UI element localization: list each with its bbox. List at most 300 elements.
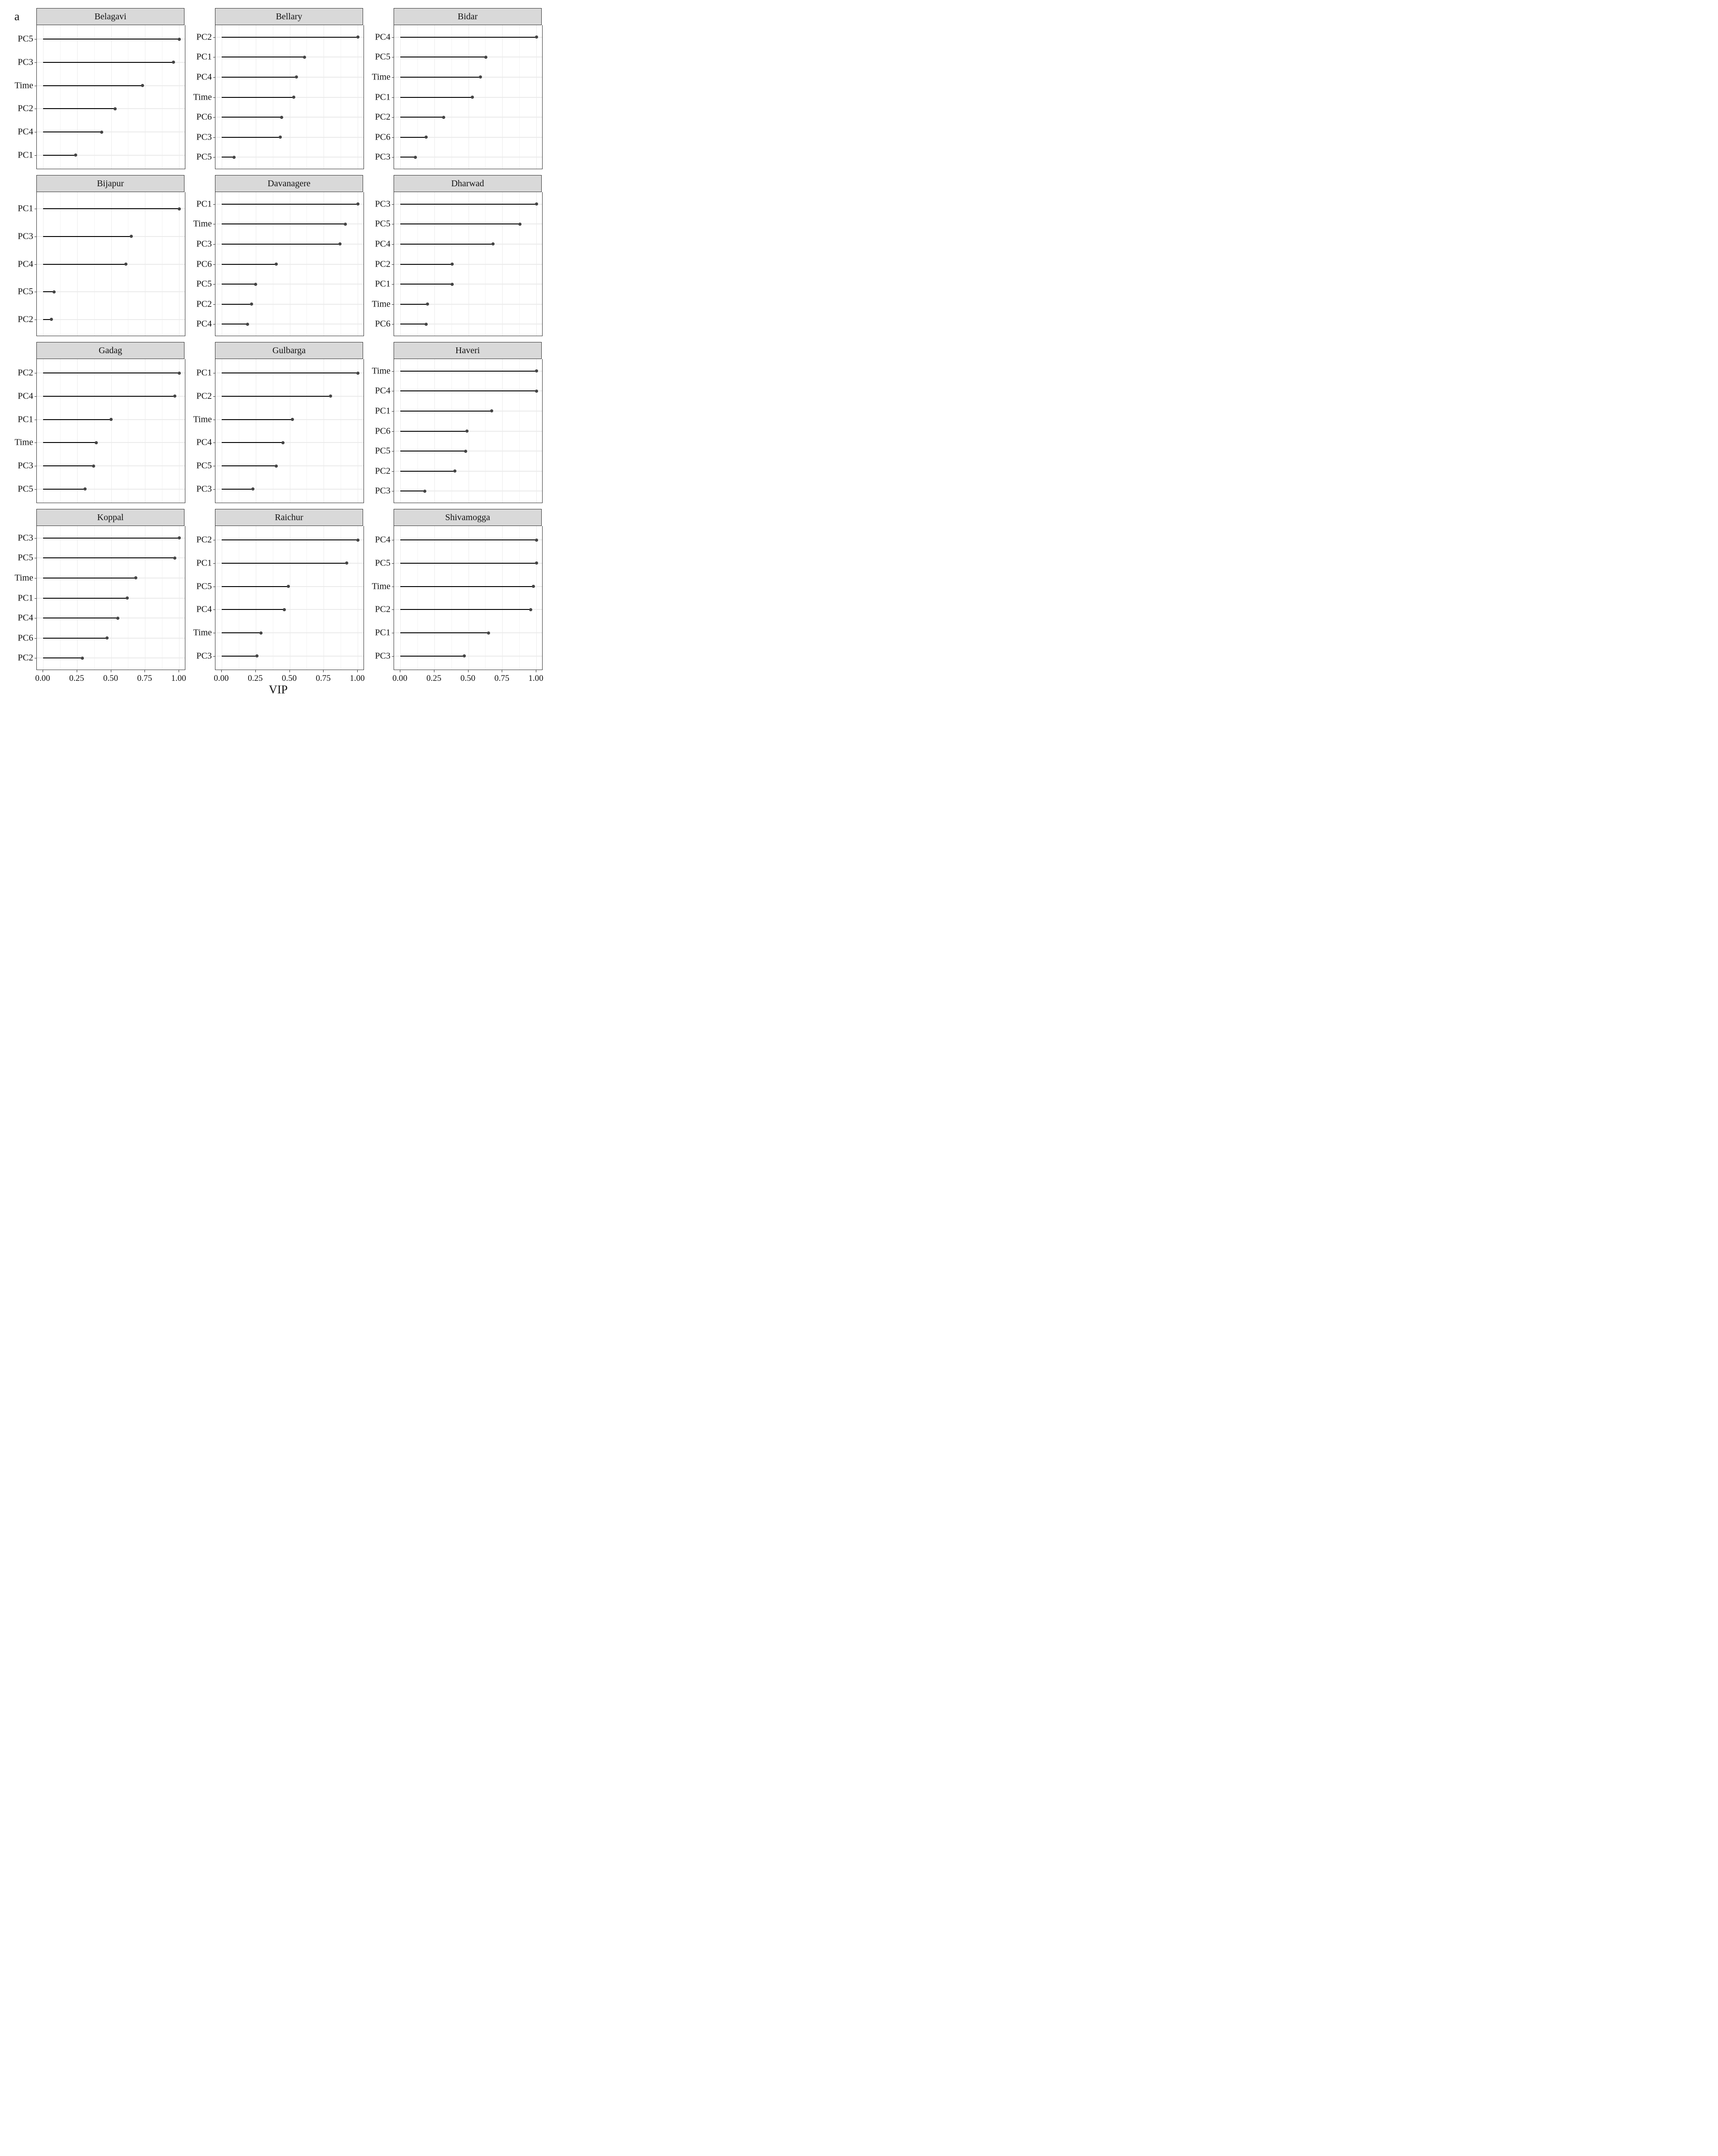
- lollipop-stem: [222, 97, 294, 98]
- lollipop-point: [110, 418, 113, 421]
- y-tick-label: Time: [193, 627, 212, 638]
- lollipop-stem: [222, 489, 253, 490]
- lollipop-stem: [43, 208, 179, 209]
- lollipop-stem: [400, 411, 491, 412]
- lollipop-point: [356, 372, 359, 375]
- lollipop-stem: [43, 264, 126, 265]
- y-tick-label: PC2: [18, 653, 33, 663]
- lollipop-stem: [400, 77, 481, 78]
- lollipop-stem: [43, 419, 111, 420]
- lollipop-point: [279, 136, 282, 139]
- y-tick-label: PC1: [18, 203, 33, 214]
- facet-strip-title: Gadag: [36, 342, 184, 359]
- y-tick: [392, 77, 394, 78]
- y-tick: [392, 204, 394, 205]
- lollipop-point: [425, 323, 428, 326]
- y-tick-label: PC5: [375, 52, 390, 62]
- lollipop-point: [491, 242, 495, 245]
- x-tick-label: 0.50: [103, 674, 118, 683]
- y-tick: [392, 264, 394, 265]
- y-tick-label: PC6: [375, 132, 390, 142]
- lollipop-point: [425, 136, 428, 139]
- lollipop-stem: [43, 155, 76, 156]
- y-tick-label: Time: [14, 80, 33, 91]
- panel-letter: a: [14, 10, 20, 23]
- lollipop-point: [329, 394, 332, 398]
- lollipop-point: [280, 116, 283, 119]
- lollipop-stem: [222, 632, 261, 633]
- gridline: [179, 359, 180, 503]
- lollipop-point: [134, 576, 137, 579]
- gridline: [60, 359, 61, 503]
- lollipop-stem: [400, 97, 473, 98]
- lollipop-point: [232, 156, 236, 159]
- y-tick: [392, 244, 394, 245]
- lollipop-stem: [222, 372, 358, 373]
- y-tick-label: PC4: [196, 604, 212, 614]
- lollipop-point: [535, 369, 538, 372]
- lollipop-stem: [43, 489, 85, 490]
- y-tick: [392, 284, 394, 285]
- y-tick-label: PC5: [375, 446, 390, 456]
- lollipop-point: [414, 156, 417, 159]
- y-tick-label: PC1: [375, 279, 390, 289]
- lollipop-stem: [400, 539, 536, 540]
- facet-strip-title: Bellary: [215, 8, 363, 25]
- lollipop-point: [532, 585, 535, 588]
- y-tick-label: PC3: [196, 239, 212, 249]
- lollipop-stem: [400, 157, 415, 158]
- y-tick-label: Time: [193, 414, 212, 425]
- gridline: [536, 526, 537, 670]
- y-tick-label: PC3: [375, 152, 390, 162]
- lollipop-stem: [400, 656, 464, 657]
- x-tick-label: 0.00: [35, 674, 50, 683]
- lollipop-point: [344, 223, 347, 226]
- facet-strip-title: Haveri: [394, 342, 542, 359]
- lollipop-stem: [222, 244, 340, 245]
- gridline: [502, 526, 503, 670]
- gridline: [37, 319, 185, 320]
- lollipop-point: [442, 116, 445, 119]
- y-tick: [213, 284, 215, 285]
- y-tick: [35, 264, 37, 265]
- y-tick: [392, 137, 394, 138]
- lollipop-stem: [400, 244, 493, 245]
- x-tick: [221, 670, 222, 672]
- lollipop-stem: [222, 304, 252, 305]
- facet-strip-title: Belagavi: [36, 8, 184, 25]
- x-tick-label: 0.50: [281, 674, 297, 683]
- x-tick-label: 0.75: [137, 674, 152, 683]
- lollipop-stem: [43, 372, 179, 373]
- y-tick: [392, 304, 394, 305]
- lollipop-point: [178, 207, 181, 210]
- lollipop-stem: [222, 465, 276, 466]
- lollipop-stem: [400, 284, 452, 285]
- y-tick-label: PC5: [196, 581, 212, 592]
- plot-area: [193, 359, 364, 503]
- y-tick: [213, 37, 215, 38]
- y-tick: [392, 117, 394, 118]
- lollipop-point: [172, 61, 175, 64]
- y-tick: [213, 204, 215, 205]
- y-tick-label: PC4: [375, 386, 390, 396]
- lollipop-point: [345, 561, 348, 565]
- lollipop-point: [255, 654, 259, 657]
- gridline: [111, 25, 112, 169]
- lollipop-stem: [222, 396, 330, 397]
- y-tick: [392, 371, 394, 372]
- lollipop-point: [464, 450, 467, 453]
- y-tick-label: PC3: [375, 199, 390, 209]
- y-tick-label: PC5: [196, 460, 212, 471]
- lollipop-stem: [400, 371, 536, 372]
- y-tick-label: PC1: [375, 627, 390, 638]
- lollipop-stem: [222, 586, 288, 587]
- lollipop-stem: [43, 598, 127, 599]
- plot-area: [372, 25, 543, 169]
- y-tick-label: PC4: [18, 259, 33, 269]
- lollipop-stem: [400, 204, 536, 205]
- lollipop-point: [83, 487, 87, 491]
- lollipop-point: [535, 390, 538, 393]
- y-tick-label: Time: [14, 437, 33, 447]
- lollipop-point: [463, 654, 466, 657]
- y-tick-label: PC5: [18, 34, 33, 44]
- lollipop-point: [254, 283, 257, 286]
- gridline: [215, 157, 364, 158]
- lollipop-stem: [43, 557, 175, 558]
- plot-area: [372, 359, 543, 503]
- y-tick-label: PC2: [375, 604, 390, 614]
- lollipop-point: [250, 302, 253, 306]
- y-tick-label: PC2: [196, 391, 212, 401]
- y-tick-label: PC3: [196, 484, 212, 494]
- y-tick: [392, 471, 394, 472]
- y-tick-label: Time: [372, 581, 390, 592]
- facet-strip-title: Dharwad: [394, 175, 542, 192]
- lollipop-stem: [43, 131, 101, 132]
- y-tick: [213, 609, 215, 610]
- y-tick-label: Time: [372, 299, 390, 309]
- lollipop-stem: [43, 465, 93, 466]
- y-tick-label: PC6: [18, 633, 33, 643]
- gridline: [94, 359, 95, 503]
- y-tick-label: PC2: [196, 299, 212, 309]
- y-tick-label: PC1: [196, 52, 212, 62]
- lollipop-point: [356, 35, 359, 39]
- y-tick: [213, 97, 215, 98]
- y-tick-label: PC4: [375, 32, 390, 42]
- lollipop-point: [178, 38, 181, 41]
- y-tick-label: Time: [193, 92, 212, 102]
- y-tick-label: PC5: [196, 279, 212, 289]
- lollipop-point: [275, 263, 278, 266]
- y-tick: [213, 304, 215, 305]
- lollipop-stem: [400, 586, 534, 587]
- y-tick: [392, 609, 394, 610]
- lollipop-point: [259, 631, 263, 635]
- lollipop-point: [453, 469, 456, 473]
- y-tick-label: PC2: [375, 112, 390, 122]
- y-tick-label: PC4: [196, 72, 212, 82]
- y-tick: [35, 155, 37, 156]
- lollipop-point: [535, 539, 538, 542]
- facet-strip-title: Koppal: [36, 509, 184, 526]
- gridline: [485, 526, 486, 670]
- lollipop-point: [529, 608, 532, 611]
- lollipop-stem: [222, 656, 257, 657]
- lollipop-point: [471, 96, 474, 99]
- lollipop-point: [173, 557, 176, 560]
- lollipop-stem: [400, 431, 467, 432]
- lollipop-point: [114, 107, 117, 110]
- lollipop-point: [173, 394, 176, 398]
- y-tick-label: PC1: [18, 593, 33, 603]
- lollipop-point: [451, 263, 454, 266]
- plot-area: [193, 526, 364, 670]
- lollipop-point: [92, 465, 95, 468]
- lollipop-stem: [400, 304, 428, 305]
- y-tick: [213, 137, 215, 138]
- plot-area: [14, 526, 185, 670]
- lollipop-point: [178, 536, 181, 539]
- lollipop-point: [95, 441, 98, 444]
- y-tick: [392, 157, 394, 158]
- y-tick-label: PC4: [196, 319, 212, 329]
- plot-area: [18, 192, 185, 336]
- lollipop-point: [178, 372, 181, 375]
- lollipop-stem: [222, 419, 293, 420]
- x-tick-label: 1.00: [171, 674, 186, 683]
- lollipop-point: [535, 35, 538, 39]
- y-tick: [213, 157, 215, 158]
- y-tick-label: PC1: [18, 150, 33, 160]
- y-tick: [392, 97, 394, 98]
- x-tick: [289, 670, 290, 672]
- facet-strip-title: Shivamogga: [394, 509, 542, 526]
- y-tick: [213, 489, 215, 490]
- lollipop-point: [246, 323, 249, 326]
- lollipop-stem: [222, 284, 256, 285]
- x-axis-title: VIP: [269, 683, 288, 696]
- x-tick-label: 0.75: [494, 674, 509, 683]
- lollipop-stem: [400, 390, 536, 391]
- gridline: [43, 25, 44, 169]
- y-tick: [35, 489, 37, 490]
- y-tick-label: PC2: [18, 103, 33, 114]
- facet-strip-title: Davanagere: [215, 175, 363, 192]
- facet-strip-title: Bijapur: [36, 175, 184, 192]
- y-tick-label: PC4: [196, 437, 212, 447]
- gridline: [519, 526, 520, 670]
- lollipop-stem: [43, 396, 175, 397]
- x-tick-label: 0.25: [248, 674, 263, 683]
- facet-strip-title: Gulbarga: [215, 342, 363, 359]
- y-tick-label: PC5: [18, 286, 33, 297]
- lollipop-stem: [43, 442, 96, 443]
- x-tick-label: 0.00: [392, 674, 408, 683]
- y-tick-label: PC6: [196, 112, 212, 122]
- lollipop-point: [116, 617, 119, 620]
- y-tick-label: Time: [372, 366, 390, 376]
- lollipop-point: [141, 84, 144, 87]
- y-tick: [392, 37, 394, 38]
- lollipop-stem: [43, 108, 115, 109]
- y-tick-label: Time: [372, 72, 390, 82]
- y-tick-label: PC5: [18, 484, 33, 494]
- lollipop-stem: [222, 77, 297, 78]
- plot-area: [372, 526, 543, 670]
- lollipop-point: [53, 290, 56, 294]
- lollipop-point: [291, 418, 294, 421]
- gridline: [400, 526, 401, 670]
- lollipop-stem: [222, 223, 346, 224]
- lollipop-point: [81, 657, 84, 660]
- y-tick-label: PC6: [375, 319, 390, 329]
- y-tick-label: PC1: [196, 558, 212, 568]
- x-tick: [357, 670, 358, 672]
- y-tick-label: PC3: [18, 57, 33, 67]
- y-tick-label: PC1: [375, 406, 390, 416]
- gridline: [37, 291, 185, 292]
- lollipop-point: [100, 131, 103, 134]
- x-tick-label: 1.00: [528, 674, 543, 683]
- plot-area: [372, 192, 543, 336]
- x-tick-label: 0.25: [69, 674, 84, 683]
- plot-area: [14, 359, 185, 503]
- y-tick: [392, 563, 394, 564]
- lollipop-point: [451, 283, 454, 286]
- lollipop-point: [130, 235, 133, 238]
- y-tick: [35, 62, 37, 63]
- plot-area: [193, 25, 364, 169]
- lollipop-stem: [400, 264, 452, 265]
- x-tick-label: 0.75: [316, 674, 331, 683]
- plot-area: [14, 25, 185, 169]
- facet-strip-title: Bidar: [394, 8, 542, 25]
- lollipop-point: [295, 75, 298, 79]
- x-tick-label: 0.00: [214, 674, 229, 683]
- y-tick-label: PC2: [375, 259, 390, 269]
- x-tick: [468, 670, 469, 672]
- lollipop-point: [275, 465, 278, 468]
- x-tick-label: 0.50: [460, 674, 476, 683]
- gridline: [417, 526, 418, 670]
- y-tick-label: PC3: [375, 651, 390, 661]
- lollipop-stem: [400, 609, 531, 610]
- y-tick-label: PC3: [18, 533, 33, 543]
- lollipop-point: [465, 429, 469, 433]
- gridline: [179, 25, 180, 169]
- lollipop-stem: [400, 632, 489, 633]
- y-tick-label: PC4: [375, 239, 390, 249]
- lollipop-stem: [222, 563, 347, 564]
- y-tick: [35, 598, 37, 599]
- y-tick-label: PC4: [18, 391, 33, 401]
- y-tick: [213, 656, 215, 657]
- lollipop-point: [124, 263, 127, 266]
- y-tick: [213, 563, 215, 564]
- lollipop-stem: [222, 117, 281, 118]
- y-tick-label: PC5: [375, 558, 390, 568]
- lollipop-point: [535, 561, 538, 565]
- y-tick: [392, 411, 394, 412]
- y-tick-label: PC4: [18, 613, 33, 623]
- lollipop-point: [426, 302, 429, 306]
- lollipop-stem: [43, 85, 142, 86]
- lollipop-stem: [222, 442, 283, 443]
- lollipop-point: [283, 608, 286, 611]
- lollipop-stem: [222, 137, 280, 138]
- lollipop-stem: [222, 204, 358, 205]
- y-tick-label: PC4: [375, 535, 390, 545]
- gridline: [43, 359, 44, 503]
- y-tick: [213, 264, 215, 265]
- y-tick: [35, 396, 37, 397]
- y-tick-label: PC1: [196, 368, 212, 378]
- lollipop-point: [303, 56, 306, 59]
- y-tick-label: PC5: [18, 552, 33, 563]
- lollipop-point: [292, 96, 295, 99]
- x-tick: [255, 670, 256, 672]
- gridline: [434, 526, 435, 670]
- lollipop-point: [535, 202, 538, 206]
- gridline: [111, 359, 112, 503]
- y-tick-label: PC2: [375, 466, 390, 476]
- lollipop-stem: [43, 638, 107, 639]
- lollipop-point: [105, 636, 109, 640]
- lollipop-stem: [43, 657, 83, 658]
- gridline: [94, 25, 95, 169]
- y-tick-label: PC3: [18, 460, 33, 471]
- y-tick: [213, 396, 215, 397]
- gridline: [451, 526, 452, 670]
- y-tick: [35, 538, 37, 539]
- gridline: [60, 25, 61, 169]
- lollipop-stem: [400, 223, 520, 224]
- lollipop-point: [356, 202, 359, 206]
- lollipop-stem: [400, 563, 536, 564]
- y-tick-label: Time: [14, 573, 33, 583]
- lollipop-stem: [400, 37, 536, 38]
- lollipop-stem: [222, 539, 358, 540]
- lollipop-point: [479, 75, 482, 79]
- lollipop-stem: [43, 538, 179, 539]
- lollipop-stem: [400, 117, 444, 118]
- y-tick: [213, 244, 215, 245]
- lollipop-stem: [43, 62, 174, 63]
- y-tick: [35, 638, 37, 639]
- lollipop-stem: [400, 471, 455, 472]
- lollipop-point: [356, 539, 359, 542]
- lollipop-point: [50, 318, 53, 321]
- lollipop-stem: [222, 609, 284, 610]
- y-tick-label: PC2: [18, 368, 33, 378]
- y-tick-label: PC5: [375, 219, 390, 229]
- y-tick-label: PC1: [196, 199, 212, 209]
- x-tick: [323, 670, 324, 672]
- lollipop-stem: [222, 264, 276, 265]
- y-tick-label: PC3: [375, 486, 390, 496]
- gridline: [77, 359, 78, 503]
- y-tick-label: PC4: [18, 127, 33, 137]
- gridline: [77, 25, 78, 169]
- plot-area: [193, 192, 364, 336]
- y-tick-label: PC3: [18, 231, 33, 241]
- y-tick-label: Time: [193, 219, 212, 229]
